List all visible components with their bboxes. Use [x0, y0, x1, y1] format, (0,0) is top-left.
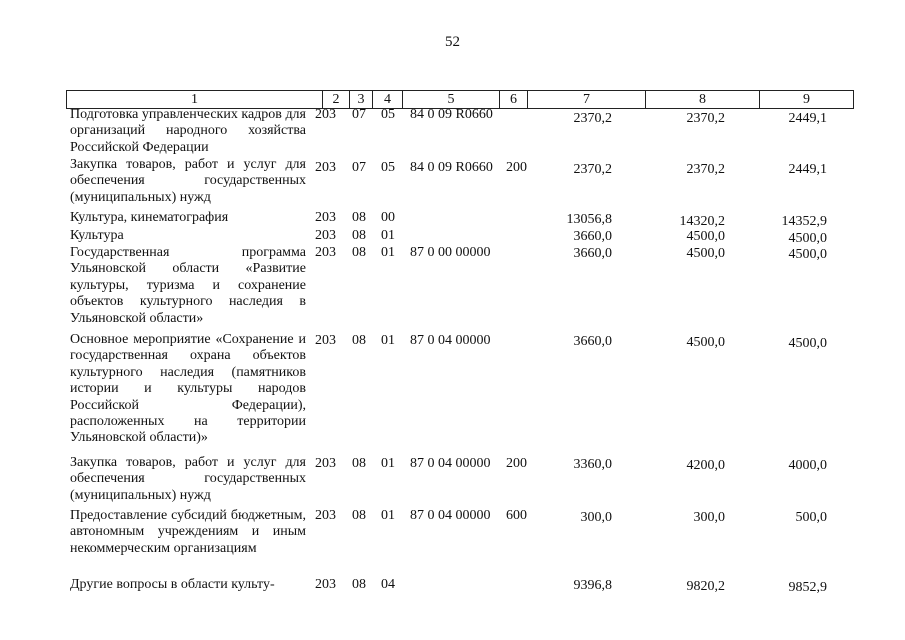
- col-9: 4500,0: [788, 247, 827, 262]
- col-7: 3360,0: [573, 457, 612, 472]
- row-name: Государственная программа Ульяновской области «Развитие культуры, туризма и сохранение объектов культурного наследия в Ульяновской области»: [70, 245, 306, 326]
- col-4: 01: [381, 333, 395, 348]
- col-9: 4500,0: [788, 231, 827, 246]
- col-4: 01: [381, 508, 395, 523]
- col-7: 9396,8: [573, 578, 612, 593]
- col-4: 01: [381, 245, 395, 260]
- row-name: Предоставление субсидий бюджетным, автономным учреждениям и иным некоммерческим организациям: [70, 508, 306, 556]
- row-name: Основное мероприятие «Сохранение и государственная охрана объектов культурного наследия (памятников истории и культуры народов Российской Федерации), расположенных на территории Ульяновской области)»: [70, 332, 306, 446]
- page-number: 52: [445, 34, 460, 50]
- col-5: 87 0 04 00000: [410, 456, 491, 471]
- header-col-2: 2: [323, 91, 350, 108]
- col-4: 05: [381, 107, 395, 122]
- header-col-3: 3: [350, 91, 373, 108]
- col-9: 500,0: [795, 510, 827, 525]
- col-7: 13056,8: [566, 212, 612, 227]
- col-2: 203: [315, 456, 336, 471]
- col-9: 2449,1: [788, 111, 827, 126]
- col-8: 4500,0: [686, 246, 725, 261]
- col-5: 87 0 04 00000: [410, 508, 491, 523]
- col-8: 9820,2: [686, 579, 725, 594]
- header-col-6: 6: [500, 91, 528, 108]
- col-2: 203: [315, 577, 336, 592]
- col-7: 3660,0: [573, 229, 612, 244]
- header-col-5: 5: [403, 91, 500, 108]
- col-6: 200: [506, 456, 527, 471]
- row-name: Культура, кинематография: [70, 210, 229, 225]
- col-9: 9852,9: [788, 580, 827, 595]
- col-3: 08: [352, 456, 366, 471]
- col-7: 3660,0: [573, 334, 612, 349]
- row-name: Закупка товаров, работ и услуг для обеспечения государственных (муниципальных) нужд: [70, 455, 306, 503]
- col-8: 4500,0: [686, 229, 725, 244]
- col-6: 200: [506, 160, 527, 175]
- row-name: Культура: [70, 228, 124, 243]
- col-2: 203: [315, 508, 336, 523]
- col-3: 08: [352, 508, 366, 523]
- col-7: 2370,2: [573, 162, 612, 177]
- header-col-7: 7: [528, 91, 646, 108]
- col-4: 05: [381, 160, 395, 175]
- col-7: 2370,2: [573, 111, 612, 126]
- col-3: 07: [352, 107, 366, 122]
- col-3: 08: [352, 577, 366, 592]
- col-3: 08: [352, 210, 366, 225]
- col-2: 203: [315, 228, 336, 243]
- row-name: Подготовка управленческих кадров для организаций народного хозяйства Российской Федерации: [70, 107, 306, 155]
- col-9: 14352,9: [781, 214, 827, 229]
- col-9: 2449,1: [788, 162, 827, 177]
- row-name: Другие вопросы в области культу-: [70, 577, 275, 592]
- col-4: 01: [381, 228, 395, 243]
- col-8: 4500,0: [686, 335, 725, 350]
- col-8: 300,0: [693, 510, 725, 525]
- header-col-8: 8: [646, 91, 760, 108]
- col-2: 203: [315, 333, 336, 348]
- col-8: 2370,2: [686, 162, 725, 177]
- col-7: 300,0: [580, 510, 612, 525]
- col-6: 600: [506, 508, 527, 523]
- col-2: 203: [315, 107, 336, 122]
- header-col-4: 4: [373, 91, 403, 108]
- col-4: 00: [381, 210, 395, 225]
- col-4: 04: [381, 577, 395, 592]
- col-8: 4200,0: [686, 458, 725, 473]
- col-9: 4500,0: [788, 336, 827, 351]
- col-3: 08: [352, 245, 366, 260]
- col-2: 203: [315, 245, 336, 260]
- col-5: 87 0 04 00000: [410, 333, 491, 348]
- col-8: 2370,2: [686, 111, 725, 126]
- col-5: 84 0 09 R0660: [410, 107, 493, 122]
- col-2: 203: [315, 160, 336, 175]
- col-4: 01: [381, 456, 395, 471]
- col-5: 84 0 09 R0660: [410, 160, 493, 175]
- row-name: Закупка товаров, работ и услуг для обеспечения государственных (муниципальных) нужд: [70, 157, 306, 205]
- header-col-9: 9: [803, 92, 810, 107]
- col-5: 87 0 00 00000: [410, 245, 491, 260]
- col-3: 08: [352, 228, 366, 243]
- col-2: 203: [315, 210, 336, 225]
- col-3: 07: [352, 160, 366, 175]
- col-7: 3660,0: [573, 246, 612, 261]
- header-col-1: 1: [67, 91, 323, 108]
- col-3: 08: [352, 333, 366, 348]
- col-8: 14320,2: [679, 214, 725, 229]
- col-9: 4000,0: [788, 458, 827, 473]
